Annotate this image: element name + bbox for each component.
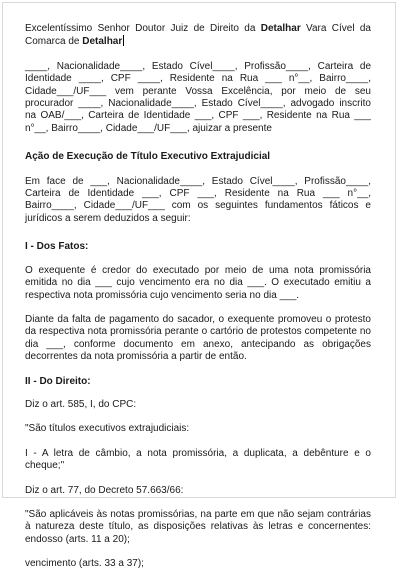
- text-cursor: [123, 35, 124, 46]
- facts-paragraph-1: O exequente é credor do executado por meio de uma nota promissória emitida no dia ___ cujo vencimento era no dia ___. O executado emitiu a respectiva nota promissória cujo vencimento seria no dia ___.: [25, 264, 371, 301]
- defendant-paragraph: Em face de ___, Nacionalidade____, Estado Cível____, Profissão____, Carteira de Identidade ___, CPF ___, Residente na Rua ___ n°__, Bairro____, Cidade___/UF___ com os seguintes fundamentos fáticos e jurídicos a serem deduzidos a seguir:: [25, 175, 371, 224]
- document-page: [2, 2, 396, 570]
- intro-text-mid: Vara Cível da Comarca de: [25, 23, 371, 48]
- law-paragraph-4: Diz o art. 77, do Decreto 57.663/66:: [25, 484, 184, 496]
- law-paragraph-1: Diz o art. 585, I, do CPC:: [25, 398, 137, 410]
- comarca-placeholder: Detalhar: [82, 36, 123, 48]
- law-paragraph-2: "São títulos executivos extrajudiciais:: [25, 423, 190, 435]
- intro-text: Excelentíssimo Senhor Doutor Juiz de Direito da: [25, 23, 261, 34]
- law-paragraph-6: vencimento (arts. 33 a 37);: [25, 558, 144, 570]
- law-paragraph-5: "São aplicáveis às notas promissórias, na parte em que não sejam contrárias à natureza deste título, as disposições relativas às letras e concernentes: endosso (arts. 11 a 20);: [25, 508, 371, 545]
- section-heading-law: II - Do Direito:: [25, 375, 91, 387]
- action-title: Ação de Execução de Título Executivo Extrajudicial: [25, 151, 271, 163]
- court-number-placeholder: Detalhar: [260, 23, 301, 34]
- facts-paragraph-2: Diante da falta de pagamento do sacador, o exequente promoveu o protesto da respectiva nota promissória perante o cartório de protestos competente no dia ___, conforme documento em anexo, antecipando as obrigações decorrentes da nota promissória a partir de então.: [25, 313, 371, 363]
- court-address: [25, 23, 371, 49]
- law-paragraph-3: I - A letra de câmbio, a nota promissória, a duplicata, a debênture e o cheque;": [25, 447, 371, 472]
- document-body[interactable]: [25, 23, 371, 583]
- parties-paragraph: ____, Nacionalidade____, Estado Cível____, Profissão____, Carteira de Identidade ____, CPF ____, Residente na Rua ___ n°__, Bairro____, Cidade___/UF___ vem perante Vossa Excelência, por meio de seu procurador ____, Nacionalidade____, Estado Cível____, advogado inscrito na OAB/___, Carteira de Identidade ___, CPF ___, Residente na Rua ___ n°__, Bairro____, Cidade___/UF___, ajuizar a presente: [25, 60, 371, 134]
- section-heading-facts: I - Dos Fatos:: [25, 241, 89, 253]
